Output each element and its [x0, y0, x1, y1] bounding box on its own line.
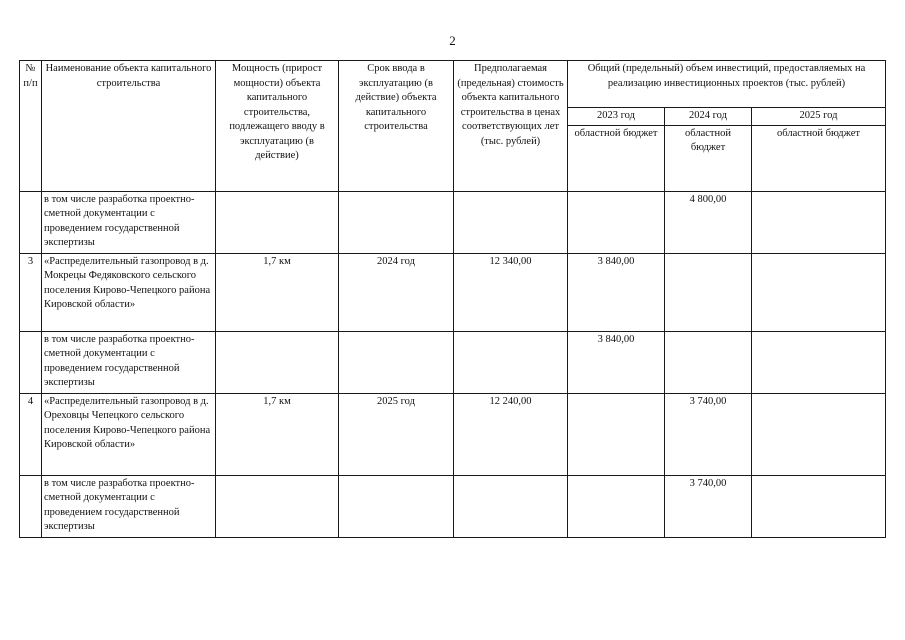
table-row [20, 475, 886, 537]
row-name: в том числе разработка проектно-сметной документации с проведением государственной экспертизы [42, 191, 216, 253]
row-2025 [752, 253, 886, 331]
header-row-1 [20, 61, 886, 108]
row-term: 2024 год [339, 253, 454, 331]
row-capacity [216, 191, 339, 253]
row-2024: 3 740,00 [665, 475, 752, 537]
row-capacity: 1,7 км [216, 253, 339, 331]
header-budget-2025: областной бюджет [752, 125, 886, 191]
investment-table [19, 60, 886, 538]
header-investments: Общий (предельный) объем инвестиций, предоставляемых на реализацию инвестиционных проектов (тыс. рублей) [568, 61, 886, 108]
row-2024 [665, 253, 752, 331]
header-year-2025: 2025 год [752, 108, 886, 126]
row-cost: 12 240,00 [454, 393, 568, 475]
table-row [20, 393, 886, 475]
row-2024 [665, 331, 752, 393]
header-budget-2023: областной бюджет [568, 125, 665, 191]
row-2023 [568, 475, 665, 537]
row-2025 [752, 475, 886, 537]
row-name: «Распределительный газопровод в д. Ореховцы Чепецкого сельского поселения Кирово-Чепецкого района Кировской области» [42, 393, 216, 475]
header-cost: Предполагаемая (предельная) стоимость объекта капитального строительства в ценах соответствующих лет (тыс. рублей) [454, 61, 568, 192]
row-2023 [568, 191, 665, 253]
header-year-2023: 2023 год [568, 108, 665, 126]
row-capacity: 1,7 км [216, 393, 339, 475]
header-capacity: Мощность (прирост мощности) объекта капитального строительства, подлежащего вводу в эксплуатацию (в действие) [216, 61, 339, 192]
header-term: Срок ввода в эксплуатацию (в действие) объекта капитального строительства [339, 61, 454, 192]
row-cost [454, 331, 568, 393]
row-2024: 4 800,00 [665, 191, 752, 253]
row-cost [454, 191, 568, 253]
row-num [20, 331, 42, 393]
header-budget-2024: областной бюджет [665, 125, 752, 191]
table-row [20, 191, 886, 253]
row-capacity [216, 475, 339, 537]
row-2025 [752, 331, 886, 393]
row-num [20, 191, 42, 253]
row-2025 [752, 191, 886, 253]
row-2023: 3 840,00 [568, 253, 665, 331]
header-year-2024: 2024 год [665, 108, 752, 126]
row-term [339, 331, 454, 393]
page-number: 2 [449, 33, 456, 48]
row-term: 2025 год [339, 393, 454, 475]
row-num: 3 [20, 253, 42, 331]
row-num [20, 475, 42, 537]
row-cost [454, 475, 568, 537]
row-2023 [568, 393, 665, 475]
row-term [339, 191, 454, 253]
row-name: в том числе разработка проектно-сметной документации с проведением государственной экспертизы [42, 475, 216, 537]
row-2024: 3 740,00 [665, 393, 752, 475]
table-row [20, 253, 886, 331]
row-2023: 3 840,00 [568, 331, 665, 393]
row-name: в том числе разработка проектно-сметной документации с проведением государственной экспертизы [42, 331, 216, 393]
header-num: № п/п [20, 61, 42, 192]
header-name: Наименование объекта капитального строительства [42, 61, 216, 192]
row-name: «Распределительный газопровод в д. Мокрецы Федяковского сельского поселения Кирово-Чепецкого района Кировской области» [42, 253, 216, 331]
table-row [20, 331, 886, 393]
row-2025 [752, 393, 886, 475]
row-capacity [216, 331, 339, 393]
row-num: 4 [20, 393, 42, 475]
row-term [339, 475, 454, 537]
row-cost: 12 340,00 [454, 253, 568, 331]
